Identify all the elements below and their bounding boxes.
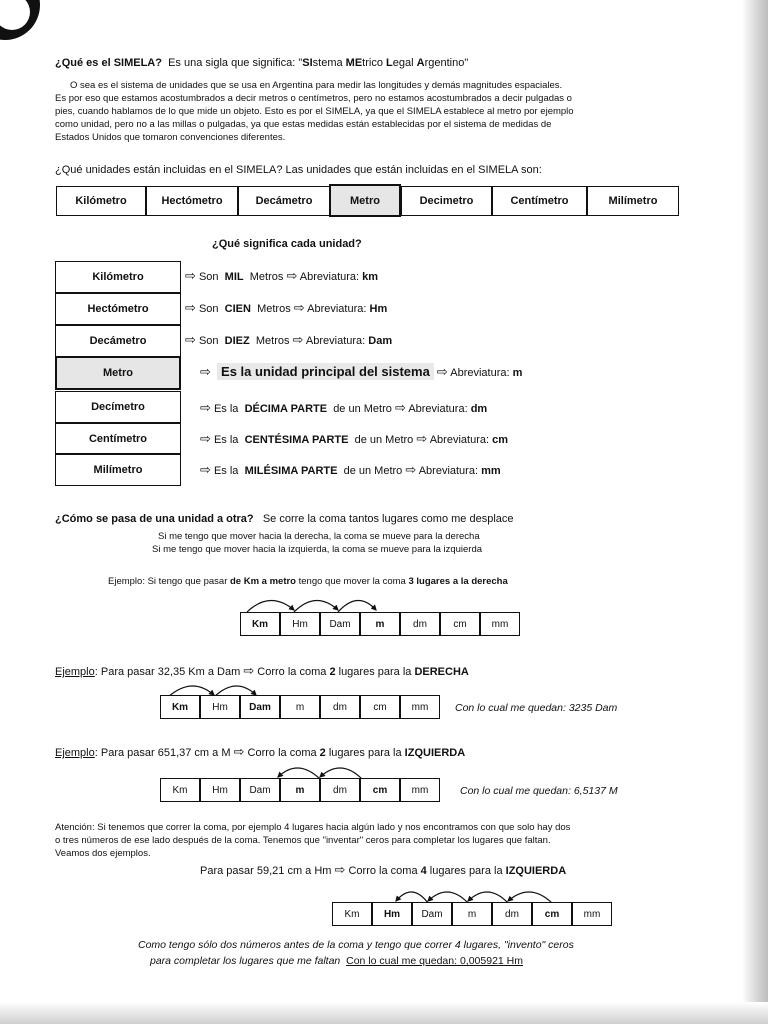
ex3-cell-km: Km: [332, 902, 372, 926]
attention-line-1: Atención: Si tenemos que correr la coma, por ejemplo 4 lugares hacia algún lado y nos encontramos con que solo hay dos: [55, 822, 571, 833]
conversion-rule-right: Si me tengo que mover hacia la derecha, la coma se mueve para la derecha: [158, 531, 480, 542]
ex1-cell-km: Km: [160, 695, 200, 719]
ex2-direction: IZQUIERDA: [404, 747, 466, 759]
unit-cell-centimetro: Centímetro: [492, 186, 587, 216]
abbr-label: Abreviatura:: [450, 367, 510, 379]
arrow-right-icon: ⇨: [436, 364, 448, 379]
ex2-cell-dam: Dam: [240, 778, 280, 802]
ex2-cell-km: Km: [160, 778, 200, 802]
abbr-value: Dam: [368, 335, 393, 347]
acronym-me: ME: [345, 57, 363, 69]
ex3-cell-cm: cm: [532, 902, 572, 926]
ex1-cell-dm: dm: [320, 695, 360, 719]
desc-post: Metros: [255, 335, 290, 347]
example-1-line: [55, 665, 469, 678]
ex1-result: Con lo cual me quedan: 3235 Dam: [455, 702, 618, 714]
abbr-value: mm: [481, 465, 501, 477]
meaning-title: ¿Qué significa cada unidad?: [212, 238, 362, 250]
ex2-cell-mm: mm: [400, 778, 440, 802]
arrow-right-icon: ⇨: [200, 364, 211, 379]
ex2-result: Con lo cual me quedan: 6,5137 M: [460, 785, 618, 797]
attention-line-3: Veamos dos ejemplos.: [55, 848, 151, 859]
meaning-unit-decimetro: Decímetro: [55, 391, 181, 423]
intro-paragraph-line-2: Es por eso que estamos acostumbrados a decir metros o centímetros, pero no estamos acostumbrados a decir pulgadas o: [55, 93, 572, 104]
example-label: Ejemplo: [55, 747, 95, 759]
ex3-cell-mm: mm: [572, 902, 612, 926]
abbr-value: m: [512, 367, 523, 379]
unit-cell-kilometro: Kilómetro: [56, 186, 146, 216]
desc-word: MILÉSIMA PARTE: [244, 465, 338, 477]
meaning-unit-kilometro: Kilómetro: [55, 261, 181, 293]
unit-cell-decimetro: Decimetro: [401, 186, 492, 216]
arrow-right-icon: ⇨: [233, 744, 245, 759]
example-3-line: [200, 864, 566, 877]
example-2-line: [55, 746, 465, 759]
abbr-value: dm: [470, 403, 488, 415]
ex3-cell-dam: Dam: [412, 902, 452, 926]
acronym-me-rest: trico: [362, 57, 387, 69]
desc-post: Metros: [257, 303, 291, 315]
desc-word: DÉCIMA PARTE: [244, 403, 328, 415]
ex0-bold-2: 3 lugares a la derecha: [408, 576, 508, 587]
arrow-right-icon: ⇨: [243, 663, 255, 678]
acronym-l-rest: egal: [392, 57, 417, 69]
units-question: ¿Qué unidades están incluidas en el SIMELA? Las unidades que están incluidas en el SIMELA son:: [55, 164, 542, 176]
desc-word: DIEZ: [224, 335, 250, 347]
arrow-right-icon: ⇨: [286, 268, 298, 283]
ex2-cell-hm: Hm: [200, 778, 240, 802]
ex0-cell-cm: cm: [440, 612, 480, 636]
ex1-num: 2: [329, 666, 336, 678]
intro-paragraph-line-5: Estados Unidos que tomaron convenciones diferentes.: [55, 132, 286, 143]
desc-post: de un Metro: [333, 403, 392, 415]
unit-cell-milimetro: Milímetro: [587, 186, 679, 216]
arrow-right-icon: ⇨: [185, 332, 196, 347]
arrow-right-icon: ⇨: [334, 862, 346, 877]
ex3-cell-hm: Hm: [372, 902, 412, 926]
desc-post: Metros: [249, 271, 284, 283]
desc-post: de un Metro: [354, 434, 414, 446]
ex0-pre: Ejemplo: Si tengo que pasar: [108, 576, 230, 587]
unit-cell-decametro: Decámetro: [238, 186, 330, 216]
arrow-right-icon: ⇨: [185, 268, 196, 283]
unit-cell-hectometro: Hectómetro: [146, 186, 238, 216]
ex0-bold-1: de Km a metro: [230, 576, 296, 587]
arrow-right-icon: ⇨: [200, 462, 211, 477]
unit-cell-metro: Metro: [329, 184, 401, 217]
ex0-cell-dm: dm: [400, 612, 440, 636]
meaning-unit-hectometro: Hectómetro: [55, 293, 181, 325]
simela-def-pre: Es una sigla que significa: ": [168, 57, 303, 69]
intro-paragraph-line-3: pies, cuando hablamos de lo que mide un objeto. Esto es por el SIMELA, ya que el SIMELA establece al metro por ejemplo: [55, 106, 574, 117]
simela-question: ¿Qué es el SIMELA?: [55, 57, 162, 69]
ex2-post: lugares para la: [325, 747, 405, 759]
ex1-cell-mm: mm: [400, 695, 440, 719]
ex0-cell-hm: Hm: [280, 612, 320, 636]
ex1-text: : Para pasar 32,35 Km a Dam: [94, 666, 241, 678]
ex2-cell-cm: cm: [360, 778, 400, 802]
acronym-l: L: [386, 57, 393, 69]
desc-pre: Es la: [213, 434, 239, 446]
arrow-right-icon: ⇨: [200, 400, 211, 415]
desc-post: de un Metro: [343, 465, 403, 477]
abbr-value: Hm: [369, 303, 388, 315]
ex3-footnote-line-2: [150, 955, 523, 967]
desc-pre: Son: [198, 303, 219, 315]
acronym-si-rest: stema: [312, 57, 346, 69]
abbr-label: Abreviatura:: [418, 465, 479, 477]
ex3-footnote-text: para completar los lugares que me faltan: [150, 955, 341, 967]
ex1-cell-dam: Dam: [240, 695, 280, 719]
ex3-cell-m: m: [452, 902, 492, 926]
abbr-value: km: [362, 271, 379, 283]
abbr-label: Abreviatura:: [307, 303, 367, 315]
meaning-unit-centimetro: Centímetro: [55, 423, 181, 454]
ex1-cell-m: m: [280, 695, 320, 719]
arrow-right-icon: ⇨: [292, 332, 304, 347]
arrow-right-icon: ⇨: [185, 300, 196, 315]
ex2-text: : Para pasar 651,37 cm a M: [94, 747, 231, 759]
abbr-label: Abreviatura:: [299, 271, 360, 283]
ex3-direction: IZQUIERDA: [505, 865, 567, 877]
acronym-a: A: [416, 57, 425, 69]
ex1-post: lugares para la: [335, 666, 415, 678]
ex0-cell-m: m: [360, 612, 400, 636]
ex1-cell-cm: cm: [360, 695, 400, 719]
ex3-cell-dm: dm: [492, 902, 532, 926]
ex2-num: 2: [319, 747, 326, 759]
meaning-unit-milimetro: Milímetro: [55, 454, 181, 486]
acronym-si: SI: [302, 57, 313, 69]
desc-word-main-unit: Es la unidad principal del sistema: [217, 363, 434, 380]
desc-word: CENTÉSIMA PARTE: [244, 434, 349, 446]
ex3-mid: Corro la coma: [348, 865, 421, 877]
arrow-right-icon: ⇨: [405, 462, 417, 477]
conversion-answer: Se corre la coma tantos lugares como me desplace: [262, 513, 514, 525]
desc-pre: Es la: [213, 403, 239, 415]
arrow-right-icon: ⇨: [200, 431, 211, 446]
abbr-label: Abreviatura:: [408, 403, 468, 415]
abbr-label: Abreviatura:: [429, 434, 490, 446]
ex3-text: Para pasar 59,21 cm a Hm: [200, 865, 332, 877]
ex2-cell-m: m: [280, 778, 320, 802]
ex3-post: lugares para la: [426, 865, 506, 877]
abbr-label: Abreviatura:: [305, 335, 366, 347]
ex0-cell-mm: mm: [480, 612, 520, 636]
arrow-right-icon: ⇨: [416, 431, 428, 446]
meaning-unit-metro: Metro: [55, 356, 181, 390]
desc-word: CIEN: [224, 303, 251, 315]
intro-paragraph-line-4: como unidad, pero no a las millas o pulgadas, ya que estas medidas están establecidas por el sistema de medidas de: [55, 119, 552, 130]
ex3-result: Con lo cual me quedan: 0,005921 Hm: [346, 955, 523, 967]
ex3-num: 4: [420, 865, 427, 877]
ex1-direction: DERECHA: [414, 666, 469, 678]
desc-word: MIL: [224, 271, 244, 283]
ex1-mid: Corro la coma: [257, 666, 330, 678]
ex0-cell-dam: Dam: [320, 612, 360, 636]
conversion-question: ¿Cómo se pasa de una unidad a otra?: [55, 513, 254, 525]
arrow-right-icon: ⇨: [293, 300, 305, 315]
acronym-a-rest: rgentino": [424, 57, 469, 69]
ex1-cell-hm: Hm: [200, 695, 240, 719]
attention-line-2: o tres números de ese lado después de la coma. Tenemos que "inventar" ceros para completar los lugares que faltan.: [55, 835, 551, 846]
intro-paragraph-line-1: O sea es el sistema de unidades que se usa en Argentina para medir las longitudes y demás magnitudes espaciales.: [70, 80, 563, 91]
ex2-mid: Corro la coma: [247, 747, 320, 759]
conversion-rule-left: Si me tengo que mover hacia la izquierda, la coma se mueve para la izquierda: [152, 544, 483, 555]
ex0-cell-km: Km: [240, 612, 280, 636]
desc-pre: Son: [198, 271, 219, 283]
arrow-right-icon: ⇨: [394, 400, 406, 415]
desc-pre: Es la: [213, 465, 239, 477]
desc-pre: Son: [198, 335, 219, 347]
example-label: Ejemplo: [55, 666, 95, 678]
meaning-unit-decametro: Decámetro: [55, 325, 181, 357]
ex3-footnote-line-1: Como tengo sólo dos números antes de la coma y tengo que correr 4 lugares, "invento" ceros: [138, 939, 574, 951]
ex2-cell-dm: dm: [320, 778, 360, 802]
ex0-mid: tengo que mover la coma: [296, 576, 409, 587]
abbr-value: cm: [492, 434, 508, 446]
